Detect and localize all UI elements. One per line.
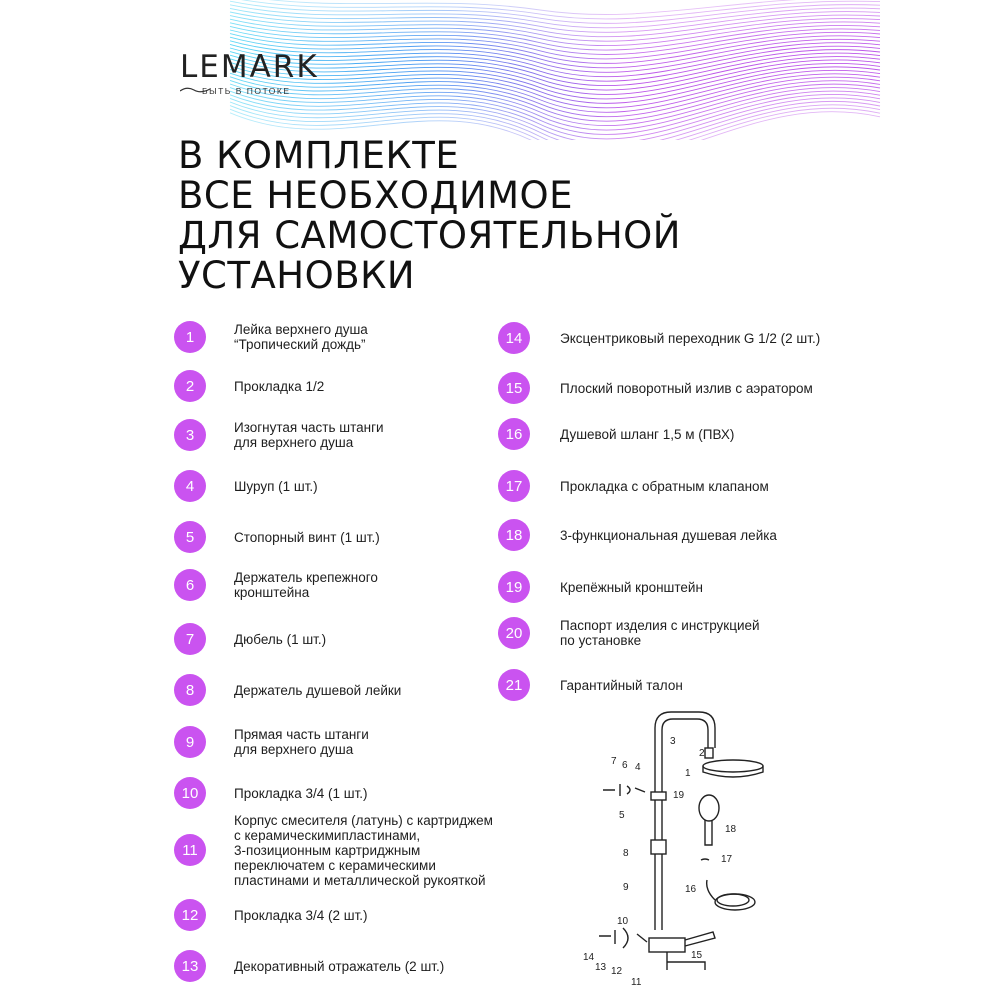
- item-number-badge: 7: [174, 623, 206, 655]
- item-description: [560, 678, 683, 693]
- headline-line: ВСЕ НЕОБХОДИМОЕ: [178, 174, 574, 217]
- decorative-wave-banner: [0, 0, 1000, 140]
- item-description-line: Гарантийный талон: [560, 677, 683, 693]
- item-number-badge: 16: [498, 418, 530, 450]
- item-description-line: Крепёжный кронштейн: [560, 579, 703, 595]
- item-number-badge: 9: [174, 726, 206, 758]
- callout-17: 17: [721, 854, 733, 865]
- callout-14: 14: [583, 952, 595, 963]
- item-description: [560, 331, 820, 346]
- brand-logo: [180, 50, 319, 96]
- item-description-line: Держатель душевой лейки: [234, 682, 402, 698]
- callout-9: 9: [623, 882, 629, 893]
- item-number-badge: 20: [498, 617, 530, 649]
- item-description-line: Прокладка 3/4 (2 шт.): [234, 907, 368, 923]
- item-description-line: Стопорный винт (1 шт.): [234, 529, 380, 545]
- item-number-badge: 19: [498, 571, 530, 603]
- item-description-line: 3-позиционным картриджным: [234, 842, 421, 858]
- item-number-badge: 18: [498, 519, 530, 551]
- callout-7: 7: [611, 756, 617, 767]
- item-description: [560, 618, 760, 648]
- callout-12: 12: [611, 966, 623, 977]
- item-description-line: для верхнего душа: [234, 435, 354, 450]
- shower-system-diagram: [575, 700, 775, 990]
- item-description: [234, 813, 493, 888]
- item-description: [234, 959, 444, 974]
- item-description-line: Эксцентриковый переходник G 1/2 (2 шт.): [560, 330, 821, 346]
- item-description: [234, 479, 318, 494]
- item-description: [234, 379, 324, 394]
- item-description: [560, 381, 813, 396]
- item-number-badge: 11: [174, 834, 206, 866]
- item-description-line: “Тропический дождь”: [234, 337, 366, 352]
- item-description-line: переключатем с керамическими: [234, 857, 436, 873]
- item-number-badge: 3: [174, 419, 206, 451]
- item-description-line: Прямая часть штанги: [234, 727, 369, 742]
- item-number-badge: 13: [174, 950, 206, 982]
- callout-13: 13: [595, 962, 607, 973]
- logo-wave-icon: [180, 86, 210, 94]
- item-description: [560, 528, 777, 543]
- item-description-line: Плоский поворотный излив с аэратором: [560, 380, 813, 396]
- item-description: [560, 427, 734, 442]
- callout-15: 15: [691, 950, 703, 961]
- wave-line: [230, 34, 880, 64]
- item-number-badge: 4: [174, 470, 206, 502]
- item-number-badge: 6: [174, 569, 206, 601]
- wave-line: [230, 30, 880, 59]
- item-description-line: Шуруп (1 шт.): [234, 478, 318, 494]
- callout-3: 3: [670, 736, 676, 747]
- brand-tagline: БЫТЬ В ПОТОКЕ: [202, 86, 291, 96]
- item-description-line: Душевой шланг 1,5 м (ПВХ): [560, 426, 735, 442]
- item-description-line: Лейка верхнего душа: [234, 322, 368, 337]
- headline-line: ДЛЯ САМОСТОЯТЕЛЬНОЙ: [178, 214, 681, 257]
- item-number-badge: 12: [174, 899, 206, 931]
- shower-column-illustration: [599, 712, 763, 970]
- item-description-line: Декоративный отражатель (2 шт.): [234, 958, 445, 974]
- item-description: [560, 479, 769, 494]
- callout-16: 16: [685, 884, 697, 895]
- item-description-line: пластинами и металлической рукояткой: [234, 872, 486, 888]
- item-description: [234, 420, 384, 450]
- callout-19: 19: [673, 790, 685, 801]
- item-description-line: Держатель крепежного: [234, 570, 378, 585]
- callout-8: 8: [623, 848, 629, 859]
- item-description: [234, 683, 401, 698]
- item-number-badge: 1: [174, 321, 206, 353]
- callout-11: 11: [631, 977, 642, 988]
- callout-5: 5: [619, 810, 625, 821]
- item-number-badge: 14: [498, 322, 530, 354]
- item-description-line: Прокладка 3/4 (1 шт.): [234, 785, 368, 801]
- callout-6: 6: [622, 760, 628, 771]
- item-description-line: Паспорт изделия с инструкцией: [560, 618, 760, 633]
- item-description-line: по установке: [560, 633, 642, 648]
- callout-4: 4: [635, 762, 641, 773]
- callout-1: 1: [685, 768, 691, 779]
- item-number-badge: 5: [174, 521, 206, 553]
- item-description-line: с керамическимипластинами,: [234, 827, 421, 843]
- item-number-badge: 21: [498, 669, 530, 701]
- item-description: [234, 908, 368, 923]
- item-number-badge: 15: [498, 372, 530, 404]
- item-description-line: Корпус смесителя (латунь) с картриджем: [234, 812, 493, 828]
- item-description-line: 3-функциональная душевая лейка: [560, 527, 777, 543]
- callout-10: 10: [617, 916, 629, 927]
- item-description: [234, 530, 380, 545]
- item-description-line: Дюбель (1 шт.): [234, 631, 327, 647]
- item-description: [234, 570, 378, 600]
- page-headline: [178, 136, 681, 296]
- headline-line: УСТАНОВКИ: [178, 254, 416, 297]
- item-description-line: для верхнего душа: [234, 742, 354, 757]
- item-description-line: Прокладка с обратным клапаном: [560, 478, 769, 494]
- headline-line: В КОМПЛЕКТЕ: [178, 134, 460, 177]
- item-description: [234, 632, 326, 647]
- item-description: [560, 580, 703, 595]
- item-number-badge: 10: [174, 777, 206, 809]
- item-number-badge: 17: [498, 470, 530, 502]
- item-description-line: Изогнутая часть штанги: [234, 420, 384, 435]
- item-number-badge: 8: [174, 674, 206, 706]
- wave-line: [230, 26, 880, 54]
- callout-18: 18: [725, 824, 737, 835]
- callout-2: 2: [699, 748, 705, 759]
- item-description-line: Прокладка 1/2: [234, 378, 325, 394]
- item-description: [234, 727, 369, 757]
- item-description: [234, 322, 368, 352]
- item-description-line: кронштейна: [234, 585, 310, 600]
- item-number-badge: 2: [174, 370, 206, 402]
- item-description: [234, 786, 368, 801]
- brand-name: LEMARK: [180, 49, 319, 85]
